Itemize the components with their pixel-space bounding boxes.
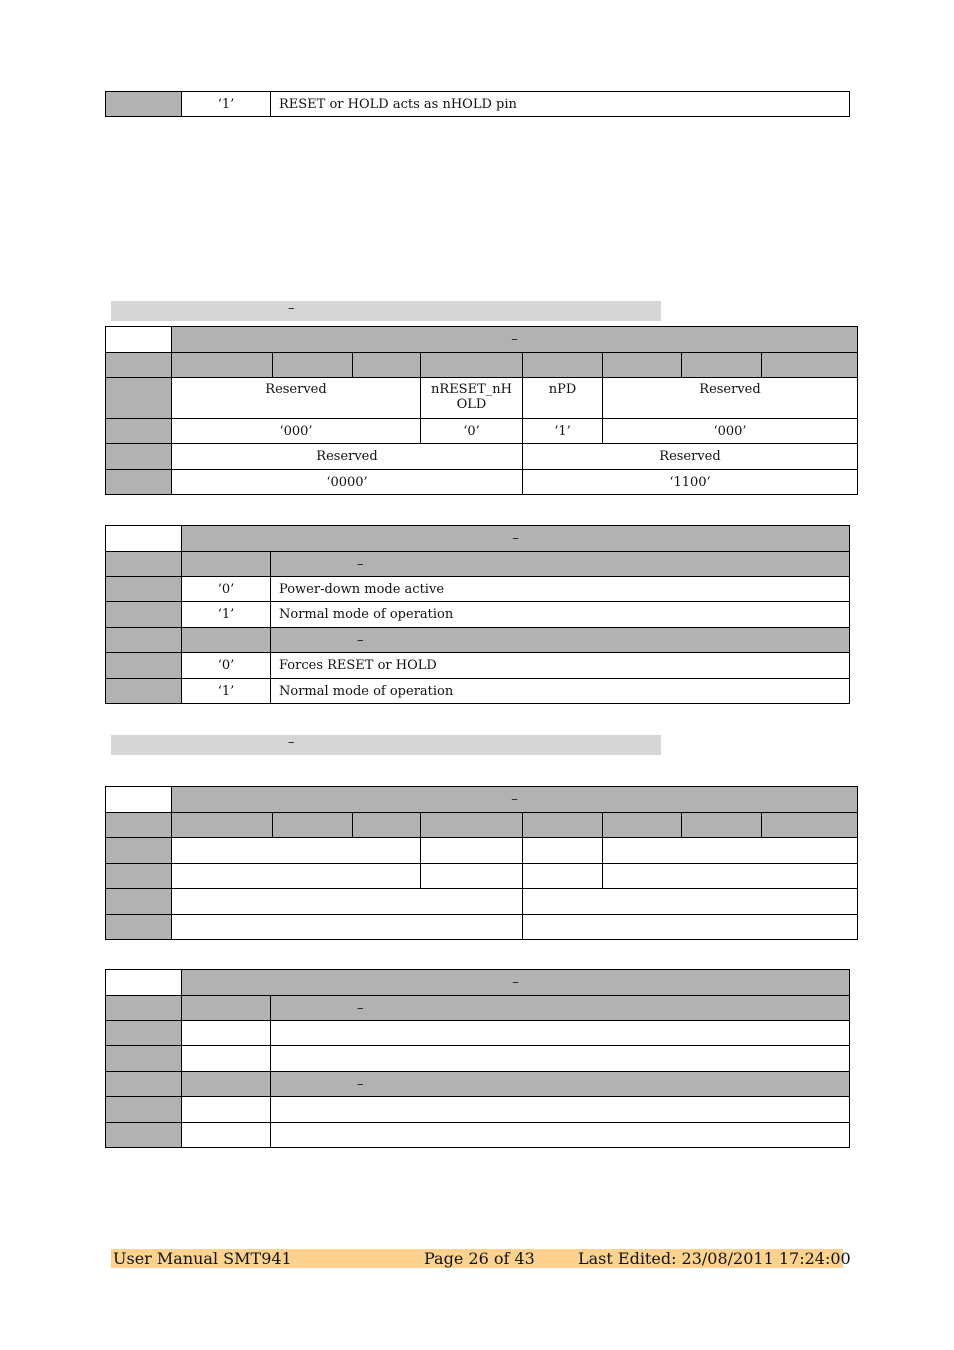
row-label-cell — [106, 92, 182, 117]
value-cell: ‘0’ — [182, 577, 271, 602]
row-label-cell — [106, 864, 172, 889]
subheader-cell — [182, 996, 271, 1021]
value-cell — [182, 1046, 271, 1072]
description-cell — [271, 1097, 850, 1123]
row-label-cell — [106, 353, 172, 378]
field-cell — [523, 838, 603, 864]
corner-cell — [106, 526, 182, 552]
subheader-cell — [182, 628, 271, 653]
value-cell: ‘1’ — [182, 602, 271, 628]
default-reserved-low: ‘000’ — [603, 419, 858, 444]
bit-header — [762, 813, 858, 838]
description-cell: Forces RESET or HOLD — [271, 653, 850, 679]
section-heading-bar — [111, 301, 661, 321]
row-label-cell — [106, 1072, 182, 1097]
row-label-cell — [106, 470, 172, 495]
register-map-table — [105, 786, 858, 940]
description-title: – — [182, 970, 850, 996]
bit-header — [762, 353, 858, 378]
bit-description-table — [105, 525, 850, 704]
description-cell: RESET or HOLD acts as nHOLD pin — [271, 92, 850, 117]
row-label-cell — [106, 628, 182, 653]
corner-cell — [106, 787, 172, 813]
corner-cell — [106, 970, 182, 996]
row-label-cell — [106, 444, 172, 470]
bit-header — [682, 353, 762, 378]
field-cell — [172, 889, 523, 915]
bit-header — [603, 813, 682, 838]
upper-field-right: Reserved — [523, 444, 858, 470]
value-cell: ‘1’ — [182, 92, 271, 117]
bit-header — [353, 813, 421, 838]
description-cell — [271, 1021, 850, 1046]
row-label-cell — [106, 378, 172, 419]
description-cell: Power-down mode active — [271, 577, 850, 602]
default-cell — [172, 864, 421, 889]
row-label-cell — [106, 577, 182, 602]
bit-header — [523, 353, 603, 378]
row-label-cell — [106, 419, 172, 444]
field-cell — [421, 838, 523, 864]
row-label-cell — [106, 838, 172, 864]
subheader-cell — [182, 552, 271, 577]
register-map-table — [105, 326, 858, 495]
bit-description-table — [105, 969, 850, 1148]
row-label-cell — [106, 1046, 182, 1072]
row-label-cell — [106, 996, 182, 1021]
corner-cell — [106, 327, 172, 353]
register-title: – — [172, 327, 858, 353]
default-reserved-high: ‘000’ — [172, 419, 421, 444]
default-cell — [603, 864, 858, 889]
bit-header — [353, 353, 421, 378]
continued-table — [105, 91, 850, 117]
subheader-cell — [182, 1072, 271, 1097]
upper-field-left: Reserved — [172, 444, 523, 470]
upper-default-left: ‘0000’ — [172, 470, 523, 495]
description-title: – — [182, 526, 850, 552]
subheader-npd: – — [271, 552, 850, 577]
description-cell — [271, 1046, 850, 1072]
upper-default-right: ‘1100’ — [523, 470, 858, 495]
page-footer — [111, 1249, 851, 1268]
default-cell — [172, 915, 523, 940]
footer-last-edited: Last Edited: 23/08/2011 17:24:00 — [578, 1249, 851, 1268]
heading-dash: – — [288, 301, 295, 316]
default-nreset-nhold: ‘0’ — [421, 419, 523, 444]
value-cell: ‘0’ — [182, 653, 271, 679]
bit-header — [172, 353, 273, 378]
value-cell: ‘1’ — [182, 679, 271, 704]
bit-header — [172, 813, 273, 838]
field-reserved-high: Reserved — [172, 378, 421, 419]
bit-header — [603, 353, 682, 378]
row-label-cell — [106, 813, 172, 838]
row-label-cell — [106, 552, 182, 577]
row-label-cell — [106, 679, 182, 704]
field-nreset-nhold: nRESET_nHOLD — [421, 378, 523, 419]
field-cell — [603, 838, 858, 864]
row-label-cell — [106, 1097, 182, 1123]
row-label-cell — [106, 602, 182, 628]
heading-dash: – — [288, 735, 295, 750]
row-label-cell — [106, 915, 172, 940]
bit-header — [682, 813, 762, 838]
description-cell: Normal mode of operation — [271, 602, 850, 628]
footer-manual-title: User Manual SMT941 — [113, 1249, 292, 1268]
bit-header — [273, 813, 353, 838]
bit-header — [273, 353, 353, 378]
row-label-cell — [106, 653, 182, 679]
value-cell — [182, 1021, 271, 1046]
field-cell — [523, 889, 858, 915]
value-cell — [182, 1097, 271, 1123]
subheader-cell: – — [271, 1072, 850, 1097]
row-label-cell — [106, 1021, 182, 1046]
field-cell — [172, 838, 421, 864]
register-title: – — [172, 787, 858, 813]
row-label-cell — [106, 1123, 182, 1148]
field-npd: nPD — [523, 378, 603, 419]
field-reserved-low: Reserved — [603, 378, 858, 419]
value-cell — [182, 1123, 271, 1148]
bit-header — [421, 353, 523, 378]
default-npd: ‘1’ — [523, 419, 603, 444]
bit-header — [523, 813, 603, 838]
footer-page-number: Page 26 of 43 — [424, 1249, 535, 1268]
default-cell — [421, 864, 523, 889]
bit-header — [421, 813, 523, 838]
subheader-cell: – — [271, 996, 850, 1021]
description-cell: Normal mode of operation — [271, 679, 850, 704]
row-label-cell — [106, 889, 172, 915]
description-cell — [271, 1123, 850, 1148]
subheader-nreset-nhold: – — [271, 628, 850, 653]
default-cell — [523, 864, 603, 889]
section-heading-bar — [111, 735, 661, 755]
default-cell — [523, 915, 858, 940]
